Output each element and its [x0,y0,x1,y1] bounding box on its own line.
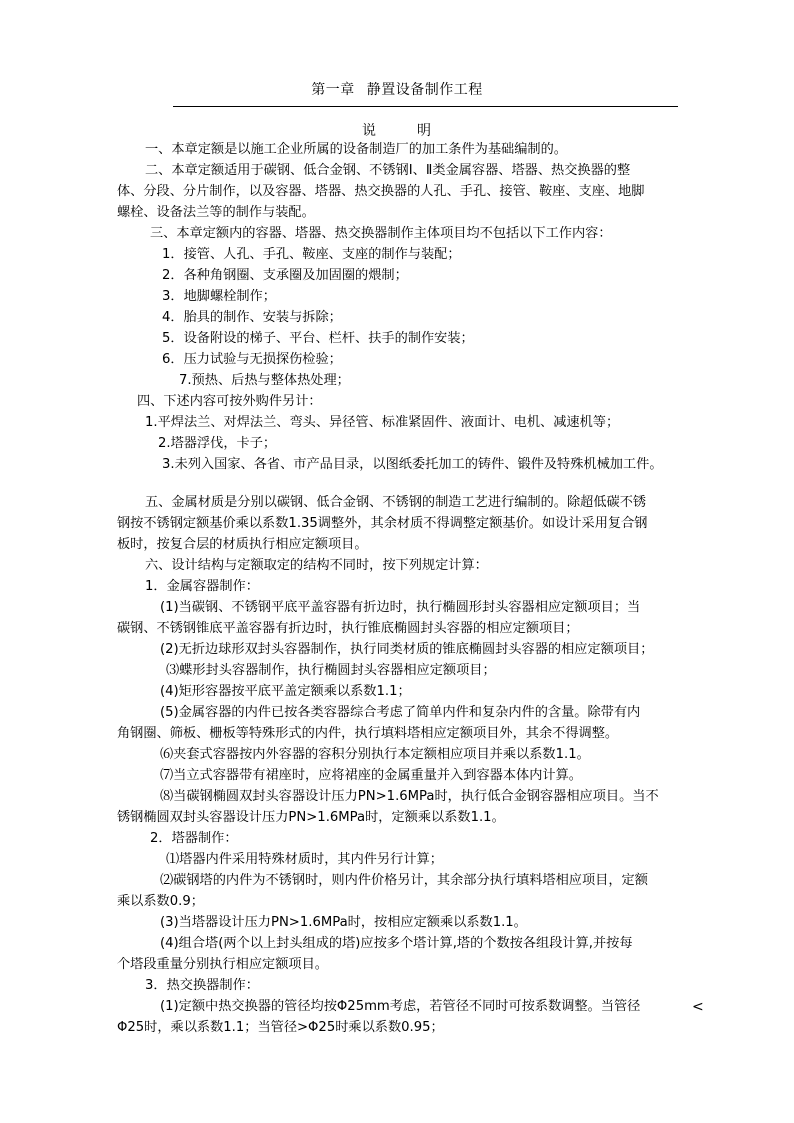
heading-char-2: 明 [417,123,432,139]
paragraph-line: 四、下述内容可按外购件另计： [137,394,322,409]
list-item: 1.平焊法兰、对焊法兰、弯头、异径管、标准紧固件、液面计、电机、减速机等； [145,415,620,430]
list-item: 2．各种角钢圈、支承圈及加固圈的煨制； [162,268,408,283]
list-item: 2．塔器制作： [150,831,238,846]
list-item: 3．热交换器制作： [145,978,259,993]
list-item: 1．接管、人孔、手孔、鞍座、支座的制作与装配； [162,247,461,262]
paragraph-line: 锈钢椭圆双封头容器设计压力PN>1.6MPa时，定额乘以系数1.1。 [117,810,505,825]
list-item: (5)金属容器的内件已按各类容器综合考虑了简单内件和复杂内件的含量。除带有内 [160,705,641,720]
list-item: (3)当塔器设计压力PN>1.6MPa时，按相应定额乘以系数1.1。 [160,915,527,930]
paragraph-line: 钢按不锈钢定额基价乘以系数1.35调整外，其余材质不得调整定额基价。如设计采用复合钢 [117,516,648,531]
list-item: 3．地脚螺栓制作； [162,289,276,304]
list-item: ⑶蝶形封头容器制作，执行椭圆封头容器相应定额项目； [166,663,496,678]
paragraph-line: 角钢圈、筛板、栅板等特殊形式的内件，执行填料塔相应定额项目外，其余不得调整。 [117,726,619,741]
heading-char-1: 说 [362,123,377,139]
section-heading [0,120,794,140]
list-item: ⑹夹套式容器按内外容器的容积分别执行本定额相应项目并乘以系数1.1。 [160,747,590,762]
paragraph-line: 个塔段重量分别执行相应定额项目。 [117,957,328,972]
list-item: (1)当碳钢、不锈钢平底平盖容器有折边时，执行椭圆形封头容器相应定额项目；当 [160,600,641,615]
paragraph-line: 五、金属材质是分别以碳钢、低合金钢、不锈钢的制造工艺进行编制的。除超低碳不锈 [145,495,647,510]
chapter-number: 第一章 [311,82,355,98]
list-item: 4．胎具的制作、安装与拆除； [162,310,342,325]
list-item: (2)无折边球形双封头容器制作，执行同类材质的锥底椭圆封头容器的相应定额项目； [160,642,654,657]
paragraph-line: 二、本章定额适用于碳钢、低合金钢、不锈钢Ⅰ、Ⅱ类金属容器、塔器、热交换器的整 [145,163,631,178]
paragraph-line: 六、设计结构与定额取定的结构不同时，按下列规定计算： [145,558,488,573]
list-item: 5．设备附设的梯子、平台、栏杆、扶手的制作安装； [162,331,474,346]
margin-mark: < [692,999,704,1015]
chapter-title [0,79,794,99]
list-item: 7.预热、后热与整体热处理； [179,373,350,388]
paragraph-line: 碳钢、不锈钢锥底平盖容器有折边时，执行锥底椭圆封头容器的相应定额项目； [117,621,579,636]
chapter-name: 静置设备制作工程 [366,82,483,98]
list-item: ⑵碳钢塔的内件为不锈钢时，则内件价格另计，其余部分执行填料塔相应项目，定额 [160,873,648,888]
paragraph-line: 一、本章定额是以施工企业所属的设备制造厂的加工条件为基础编制的。 [145,142,567,157]
paragraph-line: 乘以系数0.9； [117,894,204,909]
title-divider [173,106,678,107]
list-item: 1．金属容器制作： [145,579,259,594]
paragraph-line: 体、分段、分片制作，以及容器、塔器、热交换器的人孔、手孔、接管、鞍座、支座、地脚 [117,184,645,199]
list-item: (4)组合塔(两个以上封头组成的塔)应按多个塔计算,塔的个数按各组段计算,并按每 [160,936,633,951]
paragraph-line: 螺栓、设备法兰等的制作与装配。 [117,205,315,220]
list-item: ⑺当立式容器带有裙座时，应将裙座的金属重量并入到容器本体内计算。 [160,768,582,783]
paragraph-line: Φ25时，乘以系数1.1；当管径>Φ25时乘以系数0.95； [117,1020,444,1035]
list-item: 3.未列入国家、各省、市产品目录，以图纸委托加工的铸件、锻件及特殊机械加工件。 [162,457,663,472]
list-item: ⑻当碳钢椭圆双封头容器设计压力PN>1.6MPa时，执行低合金钢容器相应项目。当不 [160,789,659,804]
list-item: 6．压力试验与无损探伤检验； [162,352,342,367]
list-item: ⑴塔器内件采用特殊材质时，其内件另行计算； [166,852,443,867]
paragraph-line: 三、本章定额内的容器、塔器、热交换器制作主体项目均不包括以下工作内容： [150,226,612,241]
list-item: 2.塔器浮伐，卡子； [158,436,277,451]
list-item: (1)定额中热交换器的管径均按Φ25mm考虑，若管径不同时可按系数调整。当管径 [160,999,641,1014]
list-item: (4)矩形容器按平底平盖定额乘以系数1.1； [160,684,411,699]
paragraph-line: 板时，按复合层的材质执行相应定额项目。 [117,537,368,552]
